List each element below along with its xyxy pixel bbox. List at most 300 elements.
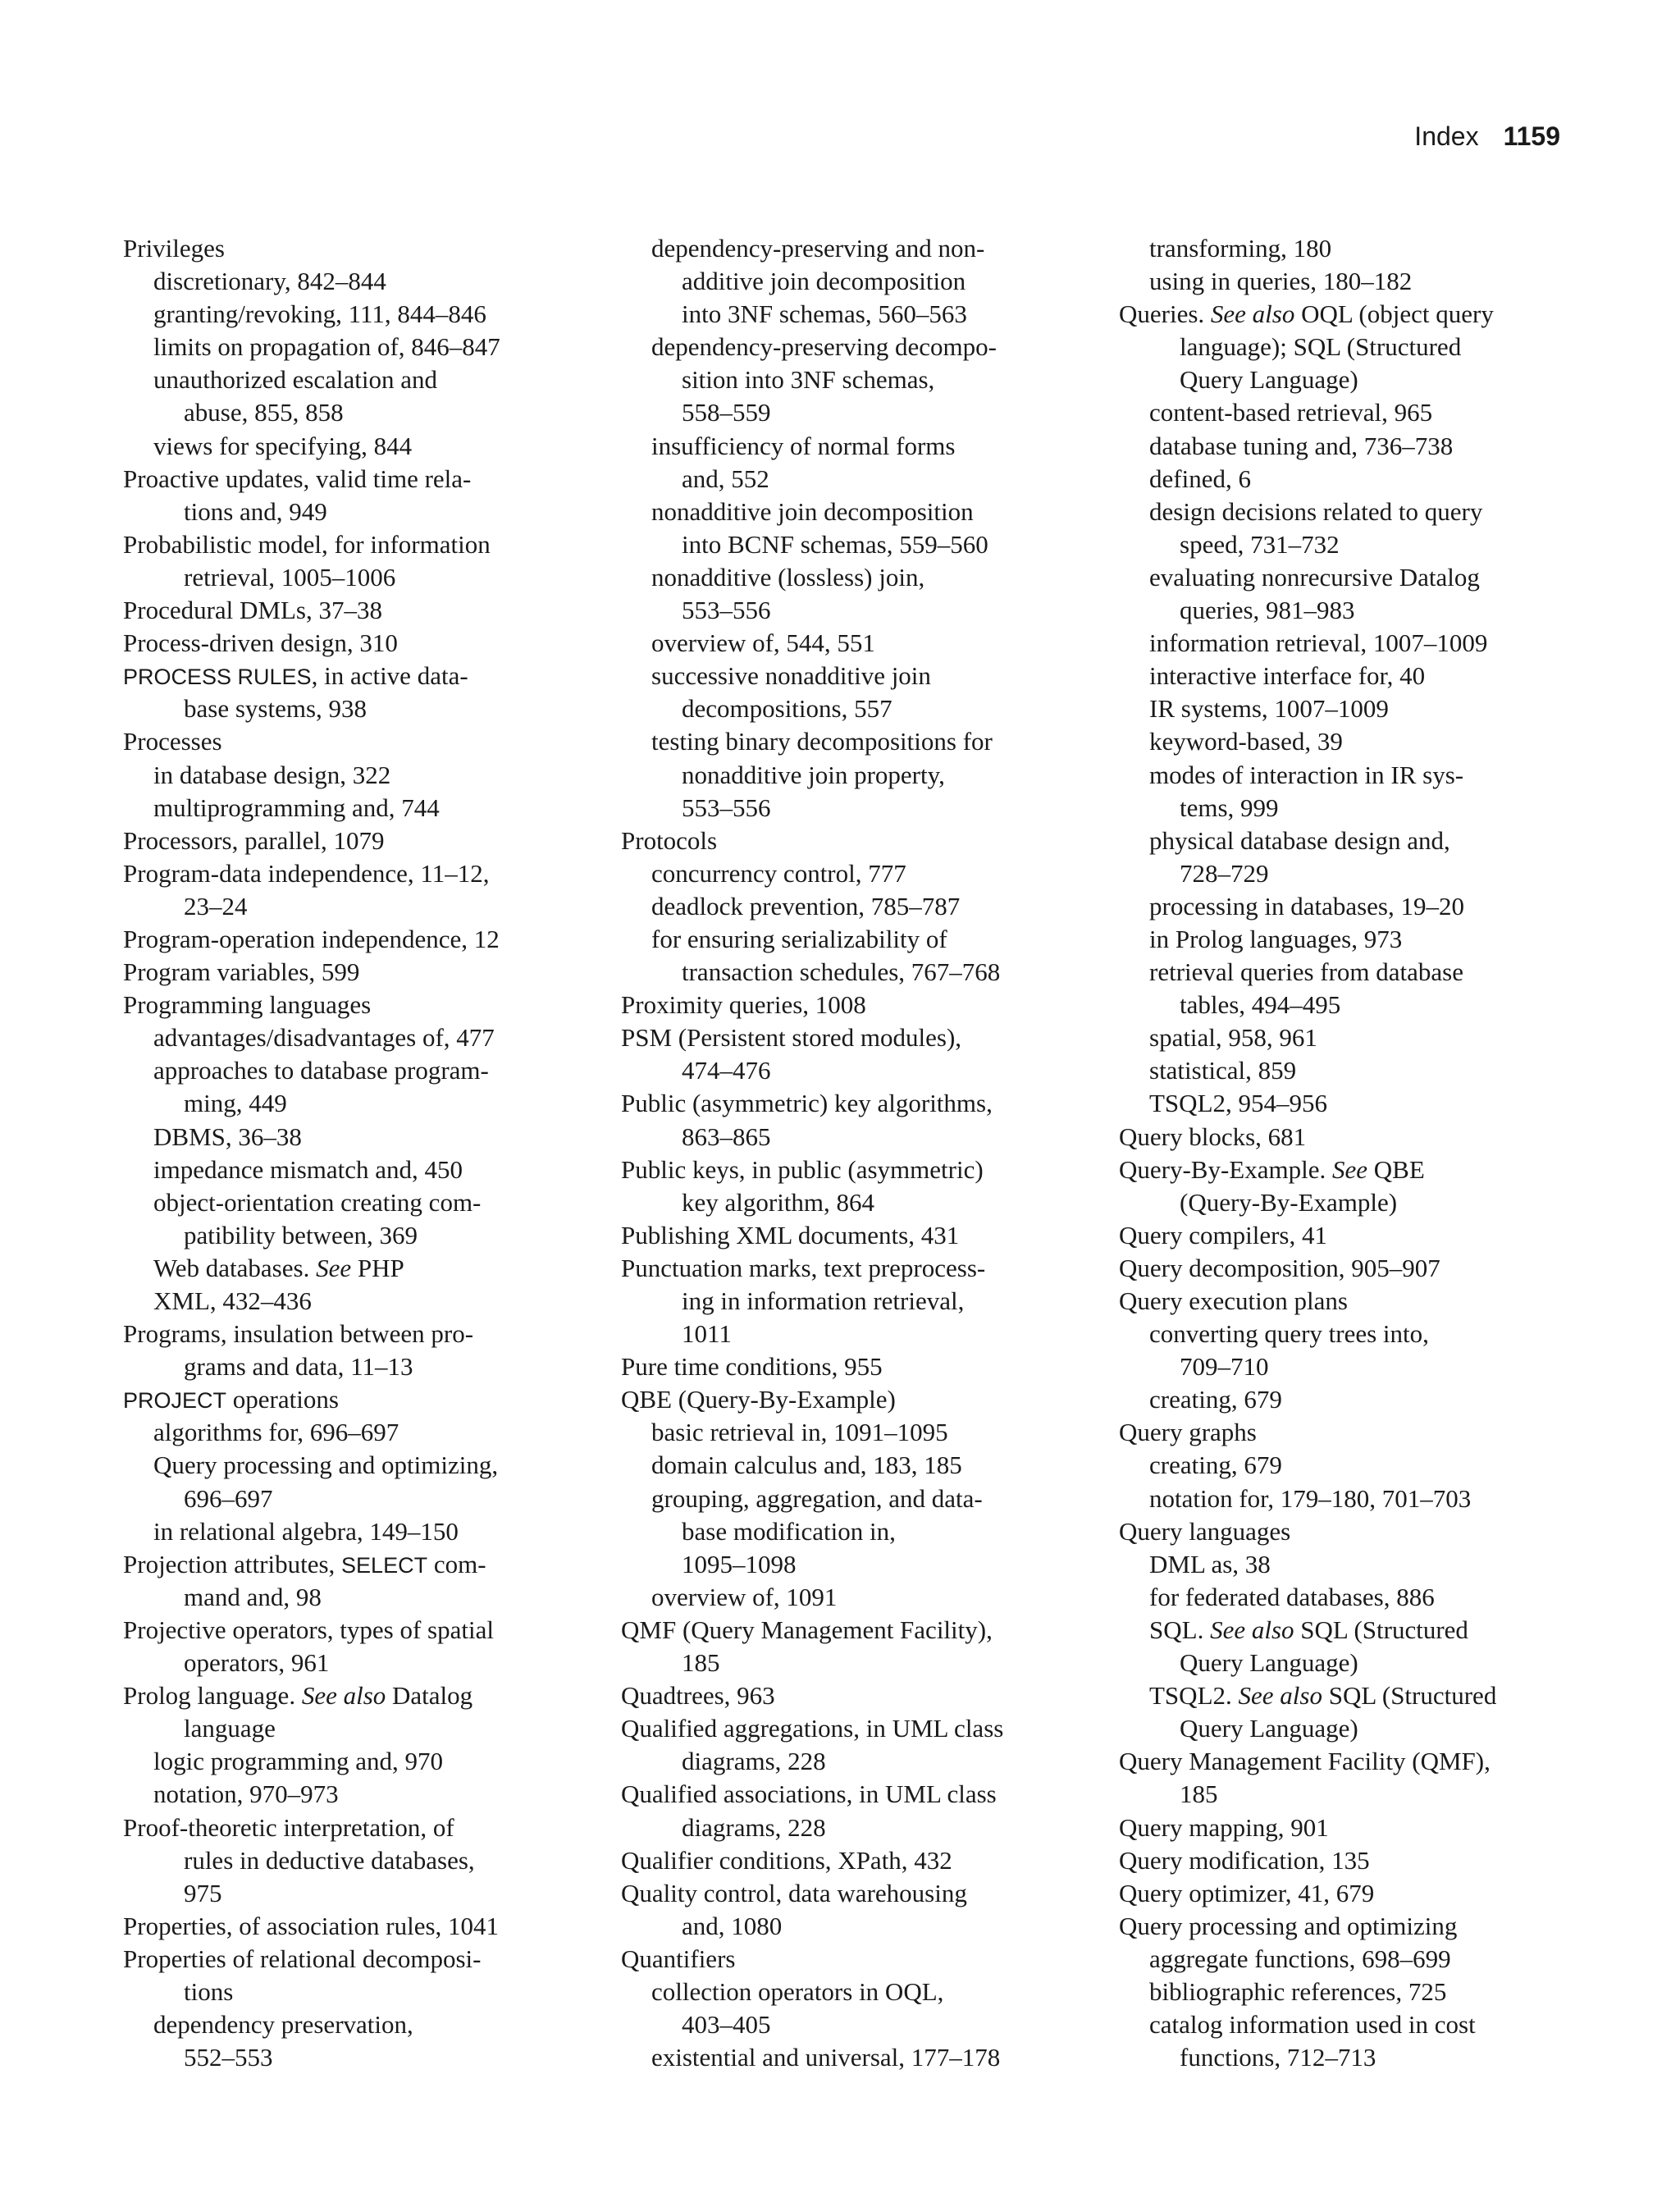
- entry-text: evaluating nonrecursive Datalog: [1149, 562, 1480, 592]
- index-entry: [621, 1350, 1080, 1383]
- index-subentry: [1119, 1186, 1578, 1219]
- entry-text: and, 1080: [682, 1911, 783, 1940]
- index-entry: [123, 989, 582, 1021]
- entry-text: Privileges: [123, 234, 225, 263]
- entry-text: (Query-By-Example): [1180, 1187, 1398, 1217]
- index-subentry: [621, 956, 1080, 989]
- entry-text: Pure time conditions, 955: [621, 1352, 883, 1382]
- index-subentry: [1119, 2008, 1578, 2041]
- entry-text: unauthorized escalation and: [153, 365, 438, 395]
- entry-text: dependency-preserving and non-: [651, 234, 985, 263]
- entry-text: Query Language): [1180, 1648, 1358, 1678]
- entry-text: Qualified aggregations, in UML class: [621, 1714, 1004, 1743]
- entry-text: DML as, 38: [1149, 1549, 1271, 1578]
- index-subentry: [1119, 265, 1578, 298]
- section-label: Index: [1414, 121, 1479, 151]
- index-entry: [621, 1943, 1080, 1976]
- entry-text: SQL (Structured: [1294, 1615, 1468, 1644]
- entry-text: Quantifiers: [621, 1944, 736, 1973]
- index-subentry: [1119, 496, 1578, 528]
- index-subentry: [123, 1844, 582, 1877]
- index-entry: [123, 594, 582, 627]
- index-subentry: [1119, 1548, 1578, 1581]
- index-subentry: [1119, 857, 1578, 890]
- entry-text: 558–559: [682, 398, 771, 427]
- index-subentry: [1119, 660, 1578, 692]
- index-subentry: [123, 759, 582, 792]
- index-subentry: [1119, 396, 1578, 429]
- index-subentry: [621, 1910, 1080, 1943]
- index-subentry: [1119, 759, 1578, 792]
- index-subentry: [621, 1745, 1080, 1778]
- entry-text: into 3NF schemas, 560–563: [682, 299, 967, 329]
- entry-text: converting query trees into,: [1149, 1319, 1429, 1349]
- entry-text: diagrams, 228: [682, 1747, 826, 1776]
- entry-text: Programs, insulation between pro-: [123, 1319, 474, 1349]
- index-subentry: [123, 1252, 582, 1285]
- entry-text: for federated databases, 886: [1149, 1582, 1435, 1611]
- entry-text: and, 552: [682, 464, 769, 493]
- index-subentry: [621, 2008, 1080, 2041]
- entry-text: retrieval, 1005–1006: [184, 562, 396, 592]
- entry-text: Query Language): [1180, 365, 1358, 395]
- entry-text: modes of interaction in IR sys-: [1149, 760, 1464, 789]
- entry-text: Program-data independence, 11–12,: [123, 858, 490, 888]
- entry-text: in relational algebra, 149–150: [153, 1516, 459, 1546]
- index-entry: [621, 1679, 1080, 1712]
- entry-text: Projective operators, types of spatial: [123, 1615, 494, 1644]
- entry-text: aggregate functions, 698–699: [1149, 1944, 1451, 1973]
- entry-text: QBE (Query-By-Example): [621, 1385, 896, 1414]
- entry-text: queries, 981–983: [1180, 596, 1355, 625]
- index-subentry: [1119, 463, 1578, 496]
- index-entry: [123, 956, 582, 989]
- index-entry: [621, 825, 1080, 857]
- index-subentry: [621, 1449, 1080, 1482]
- index-subentry: [621, 857, 1080, 890]
- index-subentry: [1119, 1647, 1578, 1679]
- entry-text: ming, 449: [184, 1089, 287, 1118]
- index-subentry: [621, 1811, 1080, 1844]
- index-entry: [123, 463, 582, 496]
- index-subentry: [123, 331, 582, 363]
- index-subentry: [123, 1021, 582, 1054]
- index-subentry: [123, 496, 582, 528]
- entry-text: in Prolog languages, 973: [1149, 924, 1403, 953]
- index-subentry: [1119, 1383, 1578, 1416]
- index-subentry: [123, 1087, 582, 1120]
- index-column-2: [621, 232, 1080, 2074]
- entry-text: logic programming and, 970: [153, 1747, 443, 1776]
- entry-text: dependency preservation,: [153, 2010, 413, 2040]
- index-entry: [621, 1087, 1080, 1120]
- index-subentry: [123, 1745, 582, 1778]
- index-entry: [621, 1219, 1080, 1252]
- index-subentry: [621, 692, 1080, 725]
- index-subentry: [621, 496, 1080, 528]
- see-reference: See also: [1238, 1681, 1322, 1711]
- index-entry: [123, 825, 582, 857]
- index-subentry: [123, 265, 582, 298]
- entry-text: Queries.: [1119, 299, 1211, 329]
- entry-text: language); SQL (Structured: [1180, 332, 1462, 362]
- entry-text: key algorithm, 864: [682, 1187, 875, 1217]
- entry-text: 403–405: [682, 2010, 771, 2040]
- entry-text: SQL.: [1149, 1615, 1211, 1644]
- index-subentry: [621, 1318, 1080, 1350]
- index-subentry: [123, 692, 582, 725]
- entry-text: decompositions, 557: [682, 694, 892, 724]
- entry-text: Publishing XML documents, 431: [621, 1220, 960, 1249]
- entry-text: Qualifier conditions, XPath, 432: [621, 1845, 952, 1875]
- entry-text: diagrams, 228: [682, 1812, 826, 1842]
- entry-text: retrieval queries from database: [1149, 957, 1464, 987]
- index-subentry: [621, 1515, 1080, 1548]
- index-subentry: [123, 561, 582, 594]
- entry-text: creating, 679: [1149, 1450, 1282, 1480]
- entry-text: Query compilers, 41: [1119, 1220, 1327, 1249]
- entry-text: PSM (Persistent stored modules),: [621, 1023, 962, 1053]
- index-subentry: [621, 1054, 1080, 1087]
- index-subentry: [1119, 1712, 1578, 1745]
- index-subentry: [123, 1154, 582, 1186]
- entry-text: using in queries, 180–182: [1149, 267, 1413, 296]
- entry-text: additive join decomposition: [682, 267, 966, 296]
- entry-text: collection operators in OQL,: [651, 1976, 944, 2006]
- entry-text: multiprogramming and, 744: [153, 793, 440, 822]
- entry-text: TSQL2, 954–956: [1149, 1089, 1327, 1118]
- entry-text: discretionary, 842–844: [153, 267, 386, 296]
- see-reference: See: [316, 1253, 352, 1282]
- entry-text: 863–865: [682, 1122, 771, 1151]
- index-entry: [123, 725, 582, 758]
- entry-text: tables, 494–495: [1180, 990, 1341, 1020]
- index-subentry: [621, 594, 1080, 627]
- entry-text: impedance mismatch and, 450: [153, 1154, 463, 1184]
- index-subentry: [1119, 1449, 1578, 1482]
- entry-text: insufficiency of normal forms: [651, 431, 956, 460]
- entry-text: transaction schedules, 767–768: [682, 957, 1001, 987]
- entry-text: Datalog: [386, 1681, 473, 1711]
- entry-text: Processes: [123, 727, 222, 756]
- index-entry: [123, 1910, 582, 1943]
- see-reference: See also: [1210, 1615, 1294, 1644]
- index-subentry: [123, 430, 582, 463]
- index-entry: [123, 1614, 582, 1647]
- entry-text: Proximity queries, 1008: [621, 990, 866, 1020]
- entry-text: interactive interface for, 40: [1149, 661, 1426, 691]
- entry-text: operators, 961: [184, 1648, 330, 1678]
- index-subentry: [621, 1121, 1080, 1154]
- index-entry: [123, 923, 582, 956]
- index-subentry: [123, 1449, 582, 1482]
- entry-text: operations: [226, 1385, 339, 1414]
- index-entry: [621, 1877, 1080, 1910]
- entry-text: Public keys, in public (asymmetric): [621, 1154, 984, 1184]
- entry-text: 552–553: [184, 2043, 273, 2072]
- entry-text: physical database design and,: [1149, 825, 1450, 855]
- entry-text: 553–556: [682, 793, 771, 822]
- index-entry: [621, 1614, 1080, 1647]
- index-subentry: [123, 1647, 582, 1679]
- entry-text: 1095–1098: [682, 1549, 797, 1578]
- index-entry: [1119, 1910, 1578, 1943]
- entry-text: domain calculus and, 183, 185: [651, 1450, 962, 1480]
- index-entry: [1119, 1844, 1578, 1877]
- index-subentry: [1119, 430, 1578, 463]
- index-subentry: [621, 890, 1080, 923]
- index-subentry: [1119, 989, 1578, 1021]
- index-subentry: [1119, 1976, 1578, 2008]
- entry-text: QMF (Query Management Facility),: [621, 1615, 993, 1644]
- entry-text: in database design, 322: [153, 760, 391, 789]
- index-subentry: [621, 627, 1080, 660]
- index-subentry: [123, 1054, 582, 1087]
- entry-text: granting/revoking, 111, 844–846: [153, 299, 486, 329]
- entry-text: Query decomposition, 905–907: [1119, 1253, 1440, 1282]
- entry-text: grams and data, 11–13: [184, 1352, 413, 1382]
- index-subentry: [1119, 1679, 1578, 1712]
- index-subentry: [123, 298, 582, 331]
- index-subentry: [1119, 1054, 1578, 1087]
- entry-text: design decisions related to query: [1149, 496, 1483, 526]
- entry-text: 1011: [682, 1319, 732, 1349]
- entry-text: QBE: [1367, 1154, 1425, 1184]
- entry-text: catalog information used in cost: [1149, 2010, 1476, 2040]
- index-entry: [621, 1383, 1080, 1416]
- entry-text: PHP: [351, 1253, 404, 1282]
- entry-text: Query languages: [1119, 1516, 1291, 1546]
- entry-text: keyword-based, 39: [1149, 727, 1343, 756]
- entry-text: Prolog language.: [123, 1681, 302, 1711]
- entry-text: language: [184, 1714, 276, 1743]
- entry-text: defined, 6: [1149, 464, 1251, 493]
- index-subentry: [1119, 1581, 1578, 1614]
- index-entry: [1119, 1219, 1578, 1252]
- entry-text: sition into 3NF schemas,: [682, 365, 935, 395]
- entry-text: content-based retrieval, 965: [1149, 398, 1433, 427]
- entry-text: Query Management Facility (QMF),: [1119, 1747, 1491, 1776]
- index-entry: [621, 1021, 1080, 1054]
- entry-text: SQL (Structured: [1322, 1681, 1497, 1711]
- entry-text: notation, 970–973: [153, 1779, 339, 1809]
- index-subentry: [123, 1976, 582, 2008]
- see-reference: See also: [1210, 299, 1295, 329]
- entry-text: Query optimizer, 41, 679: [1119, 1878, 1375, 1907]
- index-entry: [1119, 1811, 1578, 1844]
- entry-text: existential and universal, 177–178: [651, 2043, 1001, 2072]
- entry-text: Proactive updates, valid time rela-: [123, 464, 472, 493]
- entry-text: grouping, aggregation, and data-: [651, 1483, 983, 1513]
- index-subentry: [1119, 792, 1578, 825]
- entry-text: 474–476: [682, 1056, 771, 1085]
- index-subentry: [1119, 1021, 1578, 1054]
- entry-text: Programming languages: [123, 990, 372, 1020]
- index-entry: [1119, 298, 1578, 331]
- index-subentry: [621, 331, 1080, 363]
- entry-text: , in active data-: [311, 661, 468, 691]
- index-subentry: [123, 2008, 582, 2041]
- index-subentry: [621, 561, 1080, 594]
- entry-text: 728–729: [1180, 858, 1269, 888]
- entry-text: information retrieval, 1007–1009: [1149, 628, 1488, 658]
- entry-text: 975: [184, 1878, 222, 1907]
- index-subentry: [621, 923, 1080, 956]
- index-subentry: [621, 1285, 1080, 1318]
- index-entry: [621, 1778, 1080, 1811]
- entry-text: Query Language): [1180, 1714, 1358, 1743]
- entry-text: limits on propagation of, 846–847: [153, 332, 500, 362]
- index-subentry: [1119, 331, 1578, 363]
- entry-text: processing in databases, 19–20: [1149, 891, 1464, 921]
- entry-text: database tuning and, 736–738: [1149, 431, 1454, 460]
- entry-text: tions and, 949: [184, 496, 327, 526]
- entry-text: views for specifying, 844: [153, 431, 413, 460]
- index-subentry: [123, 792, 582, 825]
- entry-text: basic retrieval in, 1091–1095: [651, 1418, 948, 1447]
- index-entry: [123, 660, 582, 692]
- entry-text: functions, 712–713: [1180, 2043, 1376, 2072]
- entry-text: IR systems, 1007–1009: [1149, 694, 1389, 724]
- index-entry: [1119, 1416, 1578, 1449]
- index-subentry: [621, 463, 1080, 496]
- entry-text: transforming, 180: [1149, 234, 1332, 263]
- entry-text: Web databases.: [153, 1253, 317, 1282]
- index-subentry: [621, 298, 1080, 331]
- index-entry: [123, 232, 582, 265]
- entry-text: approaches to database program-: [153, 1056, 489, 1085]
- index-subentry: [621, 2041, 1080, 2074]
- entry-text: TSQL2.: [1149, 1681, 1239, 1711]
- index-entry: [123, 1943, 582, 1976]
- index-entry: [1119, 1515, 1578, 1548]
- keyword-text: PROJECT: [123, 1388, 227, 1414]
- entry-text: overview of, 1091: [651, 1582, 838, 1611]
- entry-text: bibliographic references, 725: [1149, 1976, 1447, 2006]
- index-subentry: [123, 1416, 582, 1449]
- index-subentry: [621, 1581, 1080, 1614]
- entry-text: 553–556: [682, 596, 771, 625]
- entry-text: Query mapping, 901: [1119, 1812, 1329, 1842]
- index-subentry: [1119, 923, 1578, 956]
- index-subentry: [123, 1219, 582, 1252]
- index-subentry: [123, 1285, 582, 1318]
- entry-text: nonadditive join decomposition: [651, 496, 974, 526]
- index-subentry: [123, 1778, 582, 1811]
- see-reference: See: [1331, 1154, 1368, 1184]
- index-subentry: [1119, 725, 1578, 758]
- entry-text: deadlock prevention, 785–787: [651, 891, 961, 921]
- entry-text: advantages/disadvantages of, 477: [153, 1023, 495, 1053]
- index-subentry: [1119, 232, 1578, 265]
- index-subentry: [1119, 1943, 1578, 1976]
- entry-text: Proof-theoretic interpretation, of: [123, 1812, 454, 1842]
- index-entry: [123, 528, 582, 561]
- index-entry: [123, 1811, 582, 1844]
- index-entry: [621, 1154, 1080, 1186]
- index-subentry: [621, 759, 1080, 792]
- index-entry: [123, 1383, 582, 1416]
- index-entry: [1119, 1745, 1578, 1778]
- entry-text: successive nonadditive join: [651, 661, 931, 691]
- entry-text: Process-driven design, 310: [123, 628, 398, 658]
- index-subentry: [621, 430, 1080, 463]
- index-subentry: [621, 1482, 1080, 1515]
- running-head: [1414, 120, 1560, 153]
- index-subentry: [1119, 1087, 1578, 1120]
- entry-text: Query modification, 135: [1119, 1845, 1370, 1875]
- index-subentry: [1119, 363, 1578, 396]
- entry-text: rules in deductive databases,: [184, 1845, 475, 1875]
- index-subentry: [1119, 1482, 1578, 1515]
- entry-text: patibility between, 369: [184, 1220, 418, 1249]
- entry-text: speed, 731–732: [1180, 529, 1340, 559]
- entry-text: Processors, parallel, 1079: [123, 825, 385, 855]
- entry-text: concurrency control, 777: [651, 858, 906, 888]
- index-subentry: [621, 792, 1080, 825]
- entry-text: mand and, 98: [184, 1582, 322, 1611]
- entry-text: Probabilistic model, for information: [123, 529, 491, 559]
- index-subentry: [123, 1121, 582, 1154]
- entry-text: 185: [682, 1648, 720, 1678]
- index-subentry: [621, 725, 1080, 758]
- index-entry: [123, 1318, 582, 1350]
- entry-text: tions: [184, 1976, 234, 2006]
- entry-text: Query blocks, 681: [1119, 1122, 1307, 1151]
- index-entry: [621, 989, 1080, 1021]
- index-column-3: [1119, 232, 1578, 2074]
- entry-text: for ensuring serializability of: [651, 924, 947, 953]
- index-subentry: [1119, 956, 1578, 989]
- entry-text: base modification in,: [682, 1516, 896, 1546]
- index-subentry: [621, 1416, 1080, 1449]
- keyword-text: PROCESS RULES: [123, 665, 312, 690]
- entry-text: Quality control, data warehousing: [621, 1878, 967, 1907]
- entry-text: creating, 679: [1149, 1385, 1282, 1414]
- index-entry: [1119, 1121, 1578, 1154]
- entry-text: notation for, 179–180, 701–703: [1149, 1483, 1472, 1513]
- index-subentry: [123, 1877, 582, 1910]
- entry-text: Query processing and optimizing,: [153, 1450, 499, 1480]
- index-entry: [1119, 1877, 1578, 1910]
- index-subentry: [1119, 2041, 1578, 2074]
- index-subentry: [1119, 1614, 1578, 1647]
- entry-text: 709–710: [1180, 1352, 1269, 1382]
- index-subentry: [621, 1548, 1080, 1581]
- entry-text: into BCNF schemas, 559–560: [682, 529, 988, 559]
- entry-text: Public (asymmetric) key algorithms,: [621, 1089, 993, 1118]
- index-entry: [621, 1844, 1080, 1877]
- index-subentry: [621, 396, 1080, 429]
- entry-text: 185: [1180, 1779, 1218, 1809]
- index-entry: [123, 627, 582, 660]
- index-entry: [621, 1712, 1080, 1745]
- entry-text: base systems, 938: [184, 694, 368, 724]
- index-subentry: [1119, 1778, 1578, 1811]
- index-subentry: [621, 528, 1080, 561]
- entry-text: Qualified associations, in UML class: [621, 1779, 997, 1809]
- index-subentry: [1119, 692, 1578, 725]
- entry-text: 23–24: [184, 891, 248, 921]
- index-subentry: [621, 265, 1080, 298]
- entry-text: abuse, 855, 858: [184, 398, 344, 427]
- entry-text: Properties of relational decomposi-: [123, 1944, 482, 1973]
- index-subentry: [1119, 528, 1578, 561]
- index-subentry: [123, 1350, 582, 1383]
- index-entry: [123, 857, 582, 890]
- entry-text: Protocols: [621, 825, 718, 855]
- index-subentry: [621, 1186, 1080, 1219]
